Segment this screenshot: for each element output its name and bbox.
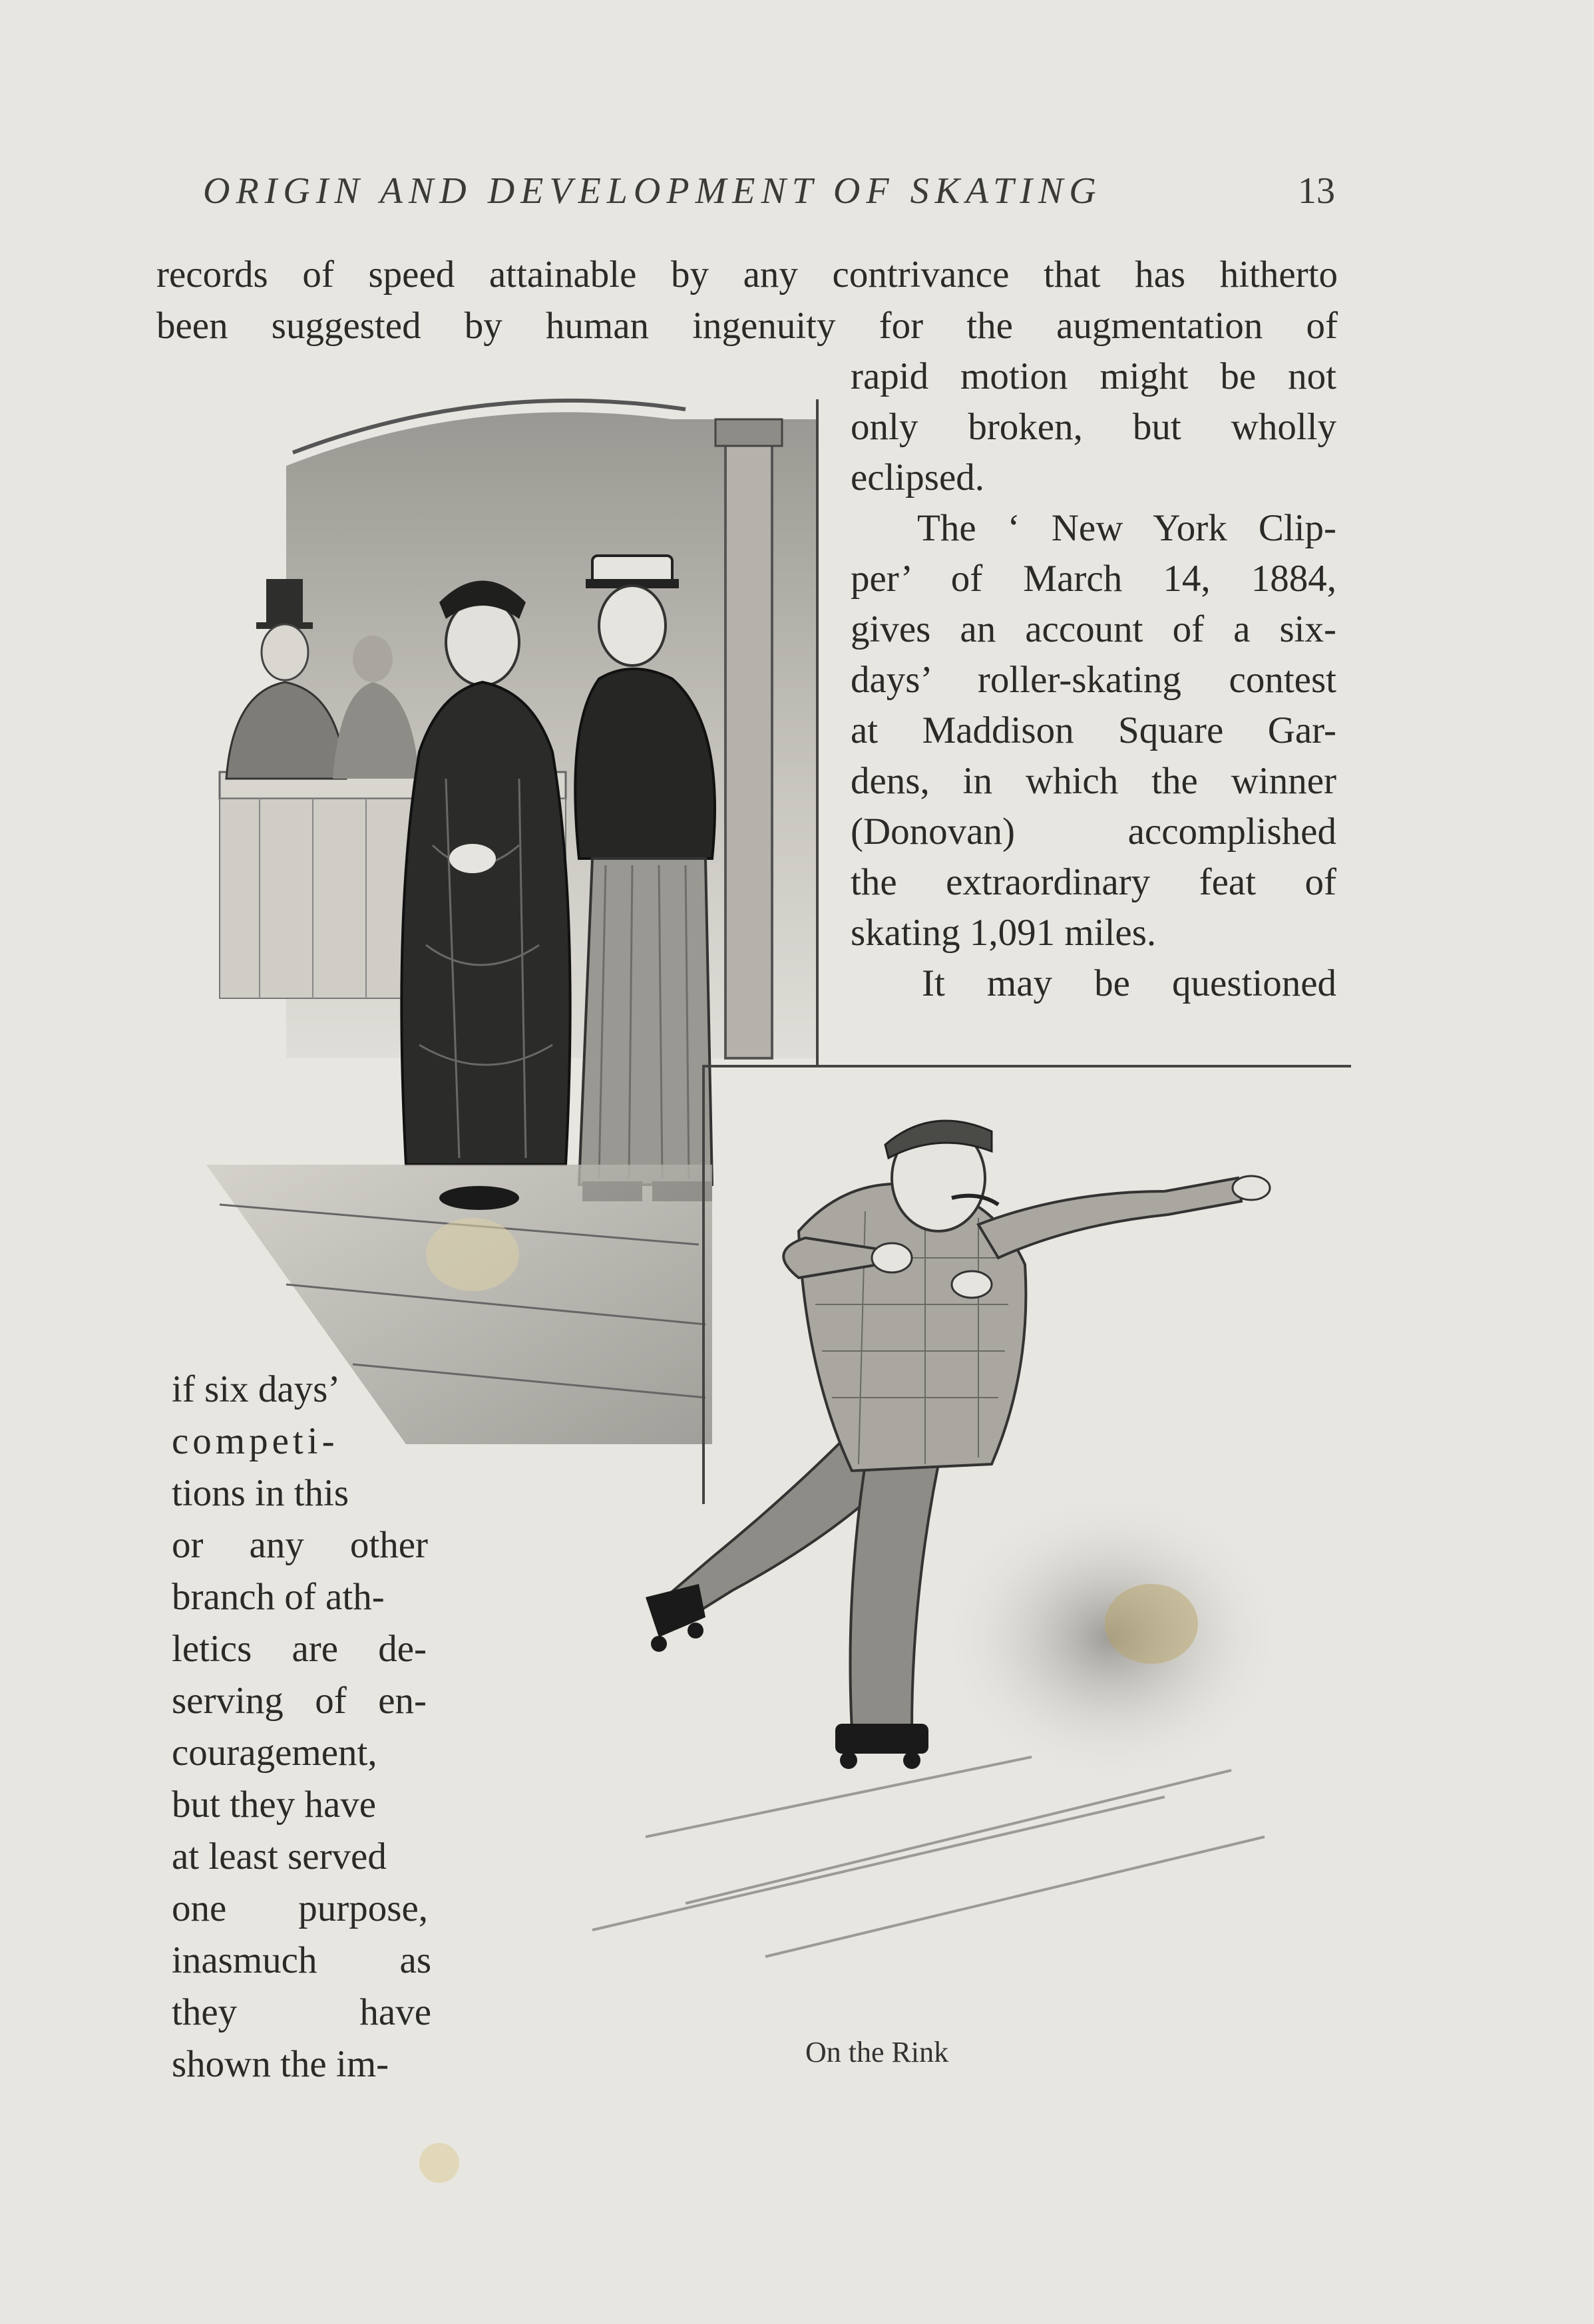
- text-line: skating 1,091 miles.: [851, 912, 1157, 954]
- text-line: shown the im-: [172, 2043, 389, 2085]
- text-line: the extraordinary feat of: [851, 861, 1336, 903]
- illustration-skater: [566, 1091, 1344, 1983]
- figure-rule: [702, 1065, 1351, 1067]
- text-line: serving of en-: [172, 1680, 427, 1722]
- text-line: or any other: [172, 1524, 428, 1566]
- text-line: The ‘ New York Clip-: [917, 507, 1336, 549]
- text-line: branch of ath-: [172, 1576, 385, 1618]
- text-line: if six days’: [172, 1368, 341, 1410]
- text-line: been suggested by human ingenuity for the augmentation of: [156, 305, 1338, 347]
- page-stain: [419, 2143, 459, 2183]
- text-line: dens, in which the winner: [851, 760, 1336, 802]
- figure-caption: On the Rink: [805, 2036, 949, 2068]
- text-line: at Maddison Square Gar-: [851, 709, 1336, 751]
- text-line: competi-: [172, 1420, 339, 1462]
- text-line: couragement,: [172, 1732, 377, 1774]
- text-line: letics are de-: [172, 1628, 427, 1670]
- text-line: (Donovan) accomplished: [851, 811, 1336, 853]
- text-line: one purpose,: [172, 1887, 428, 1929]
- text-line: It may be questioned: [922, 962, 1336, 1004]
- text-line: rapid motion might be not: [851, 355, 1336, 397]
- text-line: gives an account of a six-: [851, 608, 1336, 650]
- text-line: per’ of March 14, 1884,: [851, 558, 1336, 600]
- text-line: eclipsed.: [851, 457, 985, 498]
- text-line: inasmuch as: [172, 1939, 431, 1981]
- text-line: tions in this: [172, 1472, 349, 1514]
- text-line: only broken, but wholly: [851, 406, 1336, 448]
- text-line: records of speed attainable by any contrivance that has hitherto: [156, 254, 1338, 295]
- text-line: at least served: [172, 1836, 387, 1877]
- running-title: ORIGIN AND DEVELOPMENT OF SKATING: [203, 170, 1102, 212]
- text-line: but they have: [172, 1784, 377, 1826]
- text-line: they have: [172, 1991, 431, 2033]
- text-line: days’ roller-skating contest: [851, 659, 1336, 701]
- page-number: 13: [1298, 170, 1335, 212]
- page-stain: [426, 1218, 519, 1291]
